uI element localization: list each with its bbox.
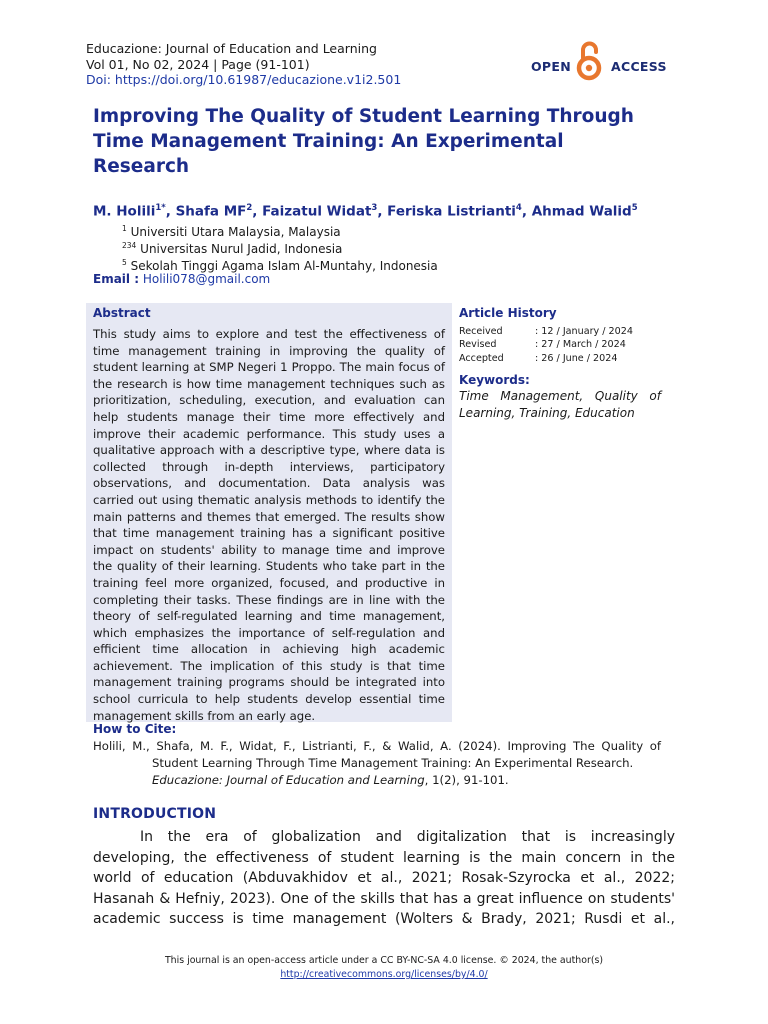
affiliation-sup: 234: [122, 241, 137, 250]
license-note: This journal is an open-access article under a CC BY-NC-SA 4.0 license. © 2024, the author(s): [164, 955, 604, 966]
author-name: M. Holili: [93, 203, 156, 220]
open-access-logo: [531, 40, 671, 82]
access-label: ACCESS: [611, 59, 667, 74]
author-sup: 4: [515, 203, 522, 213]
affiliation-sup: 5: [122, 258, 127, 267]
history-value: : 27 / March / 2024: [535, 339, 626, 351]
introduction-heading: INTRODUCTION: [93, 806, 217, 822]
citation-rest: , 1(2), 91-101.: [424, 773, 509, 787]
article-title: Improving The Quality of Student Learning Through Time Management Training: An Experimental Research: [93, 106, 634, 177]
author-sup: 2: [246, 203, 253, 213]
intro-line: academic success is time management (Wolters & Brady, 2021; Rusdi et al.,: [93, 911, 675, 927]
history-label: Accepted: [459, 352, 504, 364]
author-sup: 1*: [155, 203, 166, 213]
author-name: Feriska Listrianti: [387, 203, 516, 220]
volume-info: Vol 01, No 02, 2024 | Page (91-101): [86, 56, 310, 72]
abstract-text: This study aims to explore and test the effectiveness of time management training in improving the quality of student learning at SMP Negeri 1 Proppo. The main focus of the research is how time management techniques such as prioritization, scheduling, execution, and evaluation can help students manage their time more effectively and improve their academic performance. This study uses a qualitative approach with a descriptive type, where data is collected through in-depth interviews, participatory observations, and documentation. Data analysis was carried out using thematic analysis methods to identify the main patterns and themes that emerged. The results show that time management training has a significant positive impact on students' ability to manage time and improve the quality of their learning. Students who take part in the training feel more organized, focused, and productive in completing their tasks. These findings are in line with the theory of self-regulated learning and time management, which emphasizes the importance of self-regulation and efficient time allocation in achieving high academic achievement. The implication of this study is that time management training programs should be integrated into school curricula to help students develop essential time management skills from an early age.: [93, 327, 445, 723]
author-name: Shafa MF: [175, 203, 247, 220]
intro-line: world of education (Abduvakhidov et al., 2021; Rosak-Szyrocka et al., 2022;: [93, 870, 675, 886]
affiliation: [122, 256, 438, 273]
citation-line: Holili, M., Shafa, M. F., Widat, F., Listrianti, F., & Walid, A. (2024). Improving The Quality of: [93, 739, 661, 753]
affiliation-text: Universitas Nurul Jadid, Indonesia: [140, 242, 343, 256]
email-link[interactable]: Holili078@gmail.com: [142, 272, 271, 286]
intro-line: In the era of globalization and digitalization that is increasingly: [140, 829, 675, 845]
how-to-cite-heading: How to Cite:: [93, 722, 177, 736]
history-row: [459, 338, 633, 351]
abstract-heading: Abstract: [93, 306, 151, 320]
article-history-heading: Article History: [459, 306, 557, 320]
open-label: OPEN: [531, 59, 571, 74]
citation-line: [93, 772, 661, 789]
author-sup: 3: [371, 203, 378, 213]
author-list: M. Holili$^{1*}$, Shafa $MF^2$, Faizatul Widat$^3$, Feriska Listrianti$^4$, Ahmad Walid$^5$: [93, 203, 638, 220]
history-value: : 26 / June / 2024: [535, 352, 618, 364]
citation-line: Student Learning Through Time Management Training: An Experimental Research.: [152, 756, 634, 770]
doi-link[interactable]: Doi: https://doi.org/10.61987/educazione.v1i2.501: [86, 72, 402, 87]
affiliation: [122, 239, 342, 256]
keywords-heading: Keywords:: [459, 373, 530, 387]
author-sup: 5: [631, 203, 638, 213]
affiliation-text: Sekolah Tinggi Agama Islam Al-Muntahy, Indonesia: [130, 259, 438, 273]
corresponding-email: [93, 272, 270, 286]
history-value: : 12 / January / 2024: [535, 326, 633, 337]
open-access-lock-icon: [574, 40, 604, 82]
citation: [93, 738, 661, 789]
history-row: [459, 352, 633, 365]
affiliation-sup: 1: [122, 224, 127, 233]
license-link-row: [0, 969, 768, 980]
author-name: Faizatul Widat: [262, 203, 372, 220]
history-label: Revised: [459, 339, 497, 351]
article-history: [459, 325, 633, 365]
keywords-text: Time Management, Quality of Learning, Training, Education: [459, 389, 661, 420]
intro-line: developing, the effectiveness of student learning is the main concern in the: [93, 849, 675, 866]
affiliation-text: Universiti Utara Malaysia, Malaysia: [130, 225, 341, 239]
citation-journal: Educazione: Journal of Education and Learning: [152, 773, 425, 787]
journal-name: Educazione: Journal of Education and Learning: [86, 41, 377, 56]
author-name: Ahmad Walid: [531, 203, 632, 220]
history-label: Received: [459, 326, 503, 337]
intro-line: Hasanah & Hefniy, 2023). One of the skills that has a great influence on students': [93, 890, 675, 907]
introduction-text: [93, 827, 675, 930]
journal-header: [86, 41, 401, 88]
license-link[interactable]: http://creativecommons.org/licenses/by/4.0/: [280, 969, 488, 980]
affiliation: [122, 222, 341, 239]
email-label: Email :: [93, 272, 140, 286]
history-row: [459, 325, 633, 338]
